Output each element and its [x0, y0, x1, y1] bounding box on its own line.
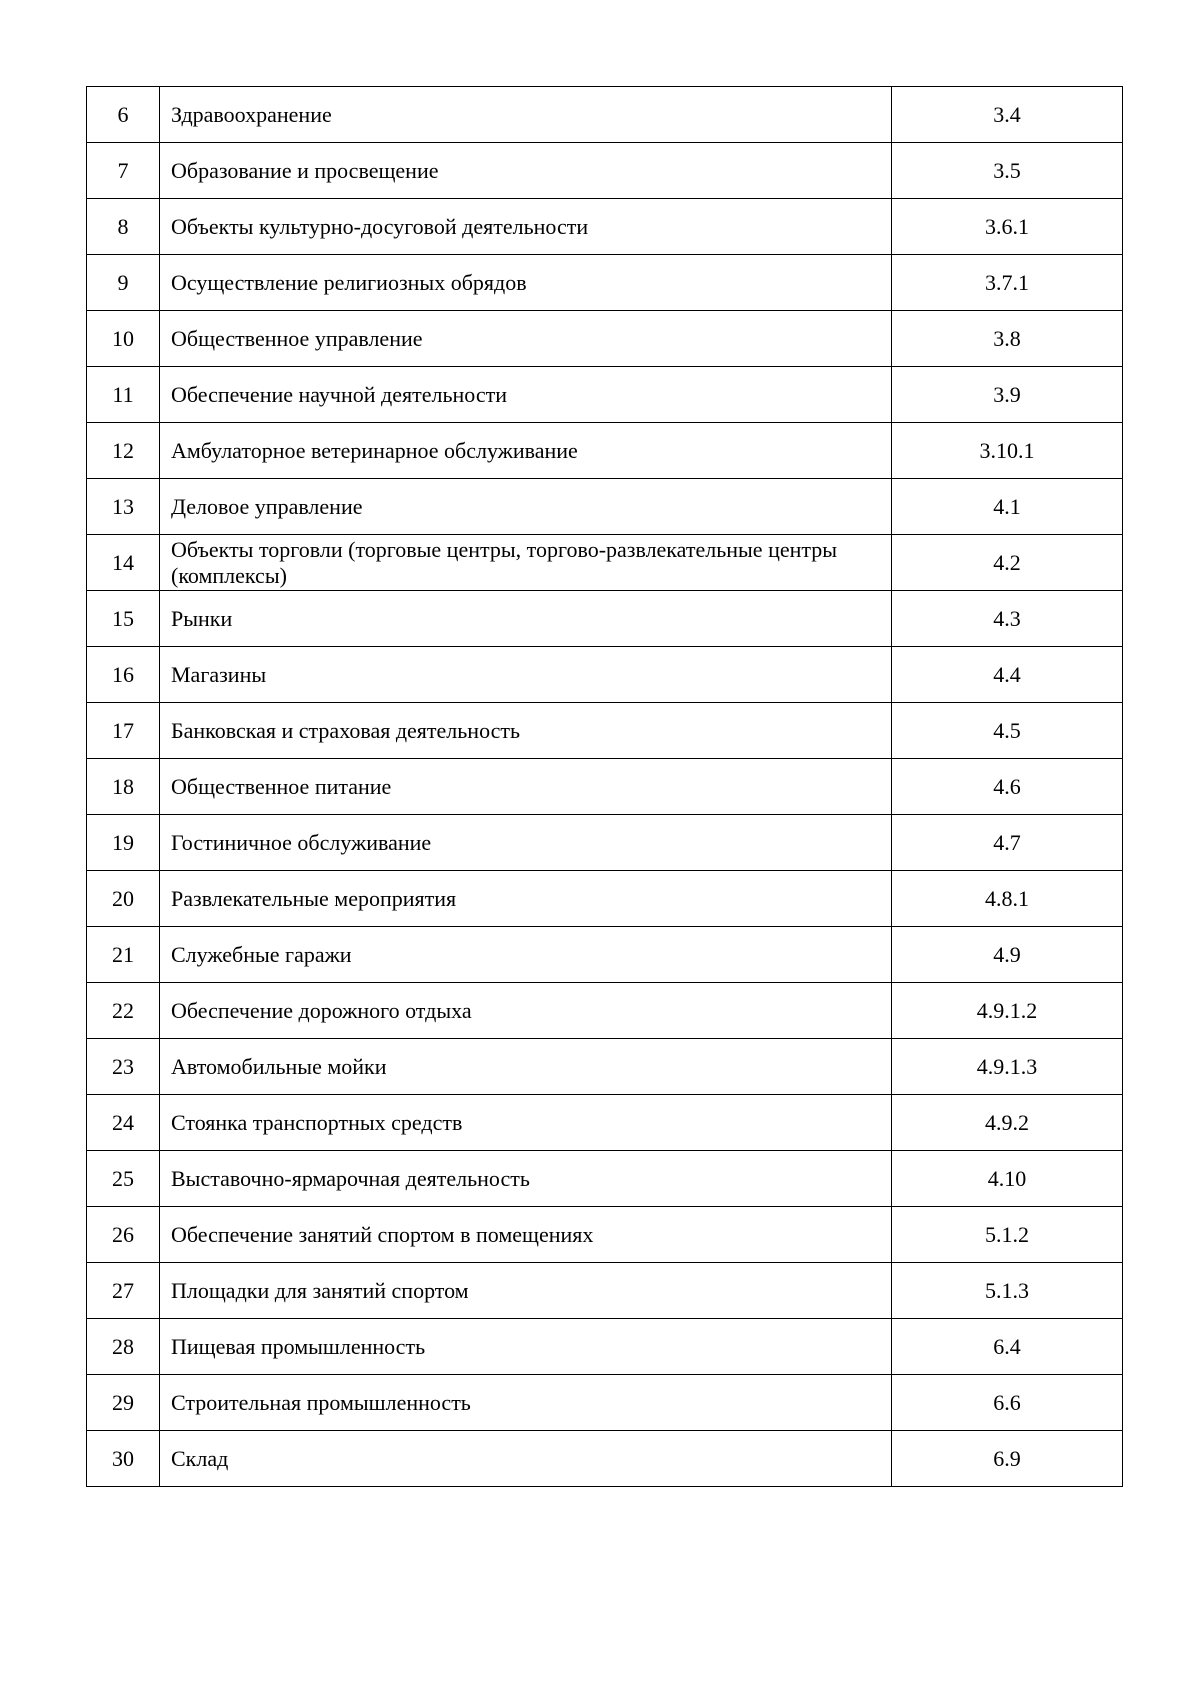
land-use-code: 3.6.1: [892, 199, 1123, 255]
land-use-name: Объекты торговли (торговые центры, торгово-развлекательные центры (комплексы): [160, 535, 892, 591]
table-row: [87, 1039, 1123, 1095]
row-number: 28: [87, 1319, 160, 1375]
table-row: [87, 815, 1123, 871]
row-number: 9: [87, 255, 160, 311]
land-use-name: Служебные гаражи: [160, 927, 892, 983]
land-use-name: Банковская и страховая деятельность: [160, 703, 892, 759]
table-row: [87, 143, 1123, 199]
land-use-name: Пищевая промышленность: [160, 1319, 892, 1375]
table-row: [87, 1319, 1123, 1375]
land-use-name: Развлекательные мероприятия: [160, 871, 892, 927]
land-use-code: 5.1.2: [892, 1207, 1123, 1263]
table-row: [87, 479, 1123, 535]
row-number: 11: [87, 367, 160, 423]
land-use-name: Общественное питание: [160, 759, 892, 815]
table-row: [87, 87, 1123, 143]
row-number: 25: [87, 1151, 160, 1207]
land-use-name: Амбулаторное ветеринарное обслуживание: [160, 423, 892, 479]
row-number: 15: [87, 591, 160, 647]
land-use-name: Объекты культурно-досуговой деятельности: [160, 199, 892, 255]
land-use-name: Автомобильные мойки: [160, 1039, 892, 1095]
land-use-name: Обеспечение научной деятельности: [160, 367, 892, 423]
land-use-code: 4.2: [892, 535, 1123, 591]
land-use-code: 4.10: [892, 1151, 1123, 1207]
land-use-code: 4.6: [892, 759, 1123, 815]
table-row: [87, 703, 1123, 759]
table-row: [87, 367, 1123, 423]
table-row: [87, 423, 1123, 479]
land-use-name: Обеспечение дорожного отдыха: [160, 983, 892, 1039]
land-use-code: 6.6: [892, 1375, 1123, 1431]
row-number: 14: [87, 535, 160, 591]
land-use-name: Общественное управление: [160, 311, 892, 367]
row-number: 21: [87, 927, 160, 983]
table-row: [87, 1151, 1123, 1207]
land-use-code: 4.7: [892, 815, 1123, 871]
land-use-code: 4.5: [892, 703, 1123, 759]
land-use-name: Склад: [160, 1431, 892, 1487]
table-row: [87, 1431, 1123, 1487]
land-use-code: 4.9: [892, 927, 1123, 983]
table-row: [87, 311, 1123, 367]
land-use-name: Осуществление религиозных обрядов: [160, 255, 892, 311]
row-number: 29: [87, 1375, 160, 1431]
row-number: 17: [87, 703, 160, 759]
row-number: 18: [87, 759, 160, 815]
row-number: 12: [87, 423, 160, 479]
land-use-code: 4.8.1: [892, 871, 1123, 927]
row-number: 24: [87, 1095, 160, 1151]
land-use-code: 3.9: [892, 367, 1123, 423]
table-row: [87, 871, 1123, 927]
row-number: 19: [87, 815, 160, 871]
row-number: 7: [87, 143, 160, 199]
row-number: 30: [87, 1431, 160, 1487]
land-use-name: Здравоохранение: [160, 87, 892, 143]
table-row: [87, 983, 1123, 1039]
land-use-name: Площадки для занятий спортом: [160, 1263, 892, 1319]
land-use-code: 4.3: [892, 591, 1123, 647]
table-row: [87, 1095, 1123, 1151]
land-use-code: 5.1.3: [892, 1263, 1123, 1319]
row-number: 6: [87, 87, 160, 143]
land-use-code: 4.9.2: [892, 1095, 1123, 1151]
table-body: [87, 87, 1123, 1487]
land-use-name: Деловое управление: [160, 479, 892, 535]
row-number: 27: [87, 1263, 160, 1319]
land-use-code: 3.10.1: [892, 423, 1123, 479]
row-number: 10: [87, 311, 160, 367]
row-number: 13: [87, 479, 160, 535]
row-number: 16: [87, 647, 160, 703]
table-row: [87, 647, 1123, 703]
table-row: [87, 927, 1123, 983]
land-use-code: 3.4: [892, 87, 1123, 143]
row-number: 20: [87, 871, 160, 927]
land-use-name: Гостиничное обслуживание: [160, 815, 892, 871]
land-use-code: 3.7.1: [892, 255, 1123, 311]
row-number: 8: [87, 199, 160, 255]
land-use-name: Рынки: [160, 591, 892, 647]
table-row: [87, 591, 1123, 647]
land-use-code: 3.5: [892, 143, 1123, 199]
table-row: [87, 1207, 1123, 1263]
table-row: [87, 199, 1123, 255]
land-use-code: 6.4: [892, 1319, 1123, 1375]
land-use-name: Строительная промышленность: [160, 1375, 892, 1431]
table-row: [87, 535, 1123, 591]
table-row: [87, 759, 1123, 815]
land-use-table: [86, 86, 1123, 1487]
row-number: 22: [87, 983, 160, 1039]
land-use-name: Образование и просвещение: [160, 143, 892, 199]
land-use-code: 4.4: [892, 647, 1123, 703]
land-use-name: Магазины: [160, 647, 892, 703]
land-use-name: Стоянка транспортных средств: [160, 1095, 892, 1151]
land-use-code: 4.1: [892, 479, 1123, 535]
row-number: 23: [87, 1039, 160, 1095]
table-row: [87, 255, 1123, 311]
land-use-code: 3.8: [892, 311, 1123, 367]
land-use-name: Обеспечение занятий спортом в помещениях: [160, 1207, 892, 1263]
land-use-code: 6.9: [892, 1431, 1123, 1487]
table-row: [87, 1375, 1123, 1431]
land-use-code: 4.9.1.3: [892, 1039, 1123, 1095]
land-use-name: Выставочно-ярмарочная деятельность: [160, 1151, 892, 1207]
table-row: [87, 1263, 1123, 1319]
land-use-code: 4.9.1.2: [892, 983, 1123, 1039]
row-number: 26: [87, 1207, 160, 1263]
